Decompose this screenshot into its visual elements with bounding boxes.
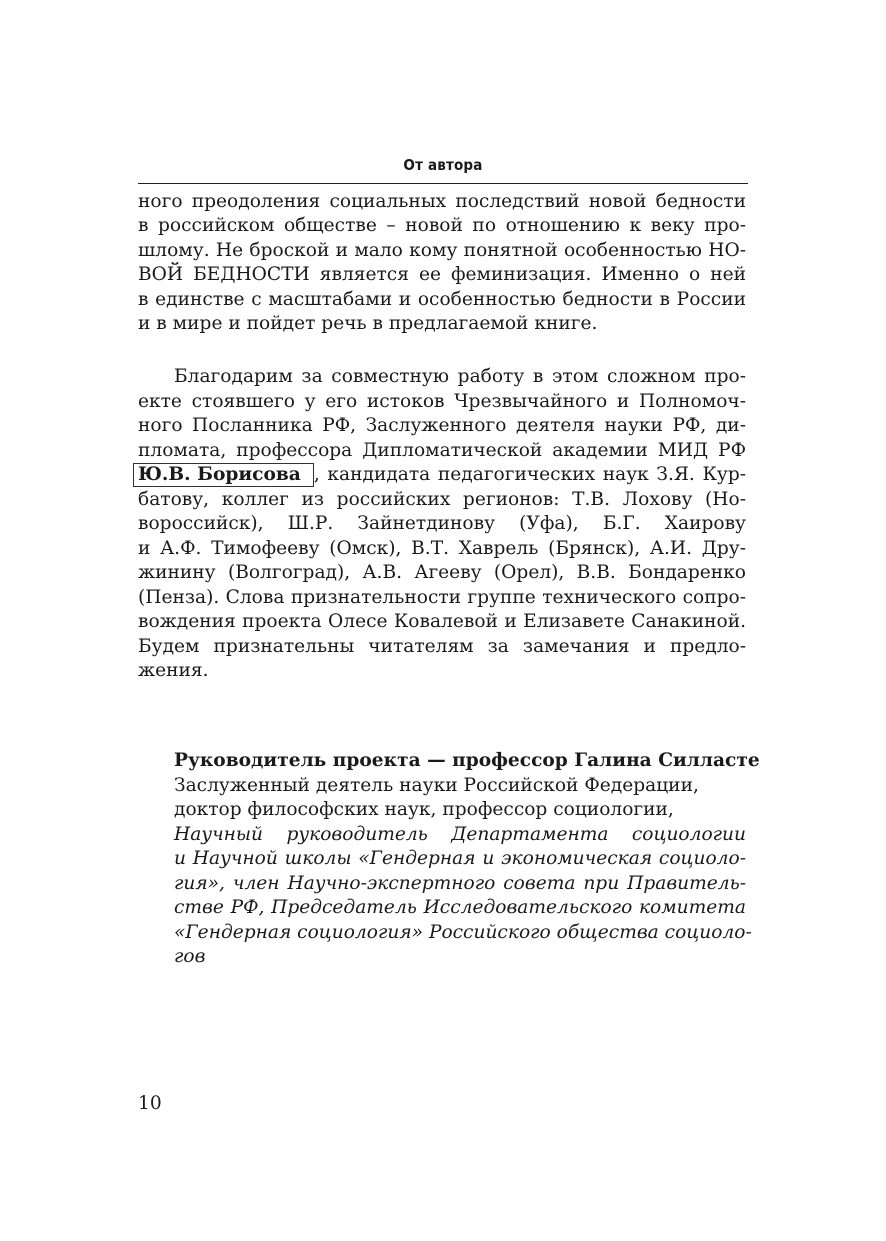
signature-italic-line: гов [174,946,206,967]
paragraph-2-line: батову, коллег из российских регионов: Т.В. Лохову (Но- [138,489,746,510]
paragraph-2-line: Благодарим за совместную работу в этом сложном про- [174,366,746,387]
page-number: 10 [138,1093,162,1114]
signature-italic-line: гия», член Научно-экспертного совета при Правитель- [174,873,746,894]
paragraph-1-line: ВОЙ БЕДНОСТИ является ее феминизация. Именно о ней [138,264,746,285]
boxed-line-rest: , кандидата педагогических наук З.Я. Кур- [313,464,746,485]
signature-italic-line: «Гендерная социология» Российского общества социоло- [174,922,752,943]
paragraph-2-line: жения. [138,660,209,681]
signature-italic-line: стве РФ, Председатель Исследовательского комитета [174,897,746,918]
paragraph-1-line: ного преодоления социальных последствий новой бедности [138,191,746,212]
signature-credential: доктор философских наук, профессор социологии, [174,799,674,820]
paragraph-2-line: вождения проекта Олесе Ковалевой и Елизавете Санакиной. [138,611,746,632]
paragraph-1-line: в российском обществе – новой по отношению к веку про- [138,215,746,236]
signature-credential: Заслуженный деятель науки Российской Федерации, [174,775,699,796]
header-rule [138,183,748,184]
paragraph-2-line: екте стоявшего у его истоков Чрезвычайного и Полномоч- [138,391,746,412]
boxed-name: Ю.В. Борисова [133,463,314,487]
signature-heading: Руководитель проекта — профессор Галина Силласте [174,750,760,771]
paragraph-2-line: (Пенза). Слова признательности группе технического сопро- [138,587,746,608]
signature-italic-line: и Научной школы «Гендерная и экономическая социоло- [174,848,746,869]
paragraph-1-line: и в мире и пойдет речь в предлагаемой книге. [138,313,598,334]
paragraph-2-line: жинину (Волгоград), А.В. Агееву (Орел), В.В. Бондаренко [138,562,746,583]
paragraph-2-line: вороссийск), Ш.Р. Зайнетдинову (Уфа), Б.Г. Хаирову [138,513,746,534]
paragraph-1-line: в единстве с масштабами и особенностью бедности в России [138,289,746,310]
paragraph-2-line: пломата, профессора Дипломатической академии МИД РФ [138,440,746,461]
paragraph-1-line: шлому. Не броской и мало кому понятной особенностью НО- [138,240,746,261]
signature-italic-line: Научный руководитель Департамента социологии [174,824,746,845]
paragraph-2-line: ного Посланника РФ, Заслуженного деятеля науки РФ, ди- [138,415,746,436]
paragraph-2-line: Будем признательны читателям за замечания и предло- [138,636,746,657]
paragraph-2-line: и А.Ф. Тимофееву (Омск), В.Т. Хаврель (Брянск), А.И. Дру- [138,538,746,559]
paragraph-2-line-with-name [138,463,746,487]
running-head: От автора [403,156,483,174]
